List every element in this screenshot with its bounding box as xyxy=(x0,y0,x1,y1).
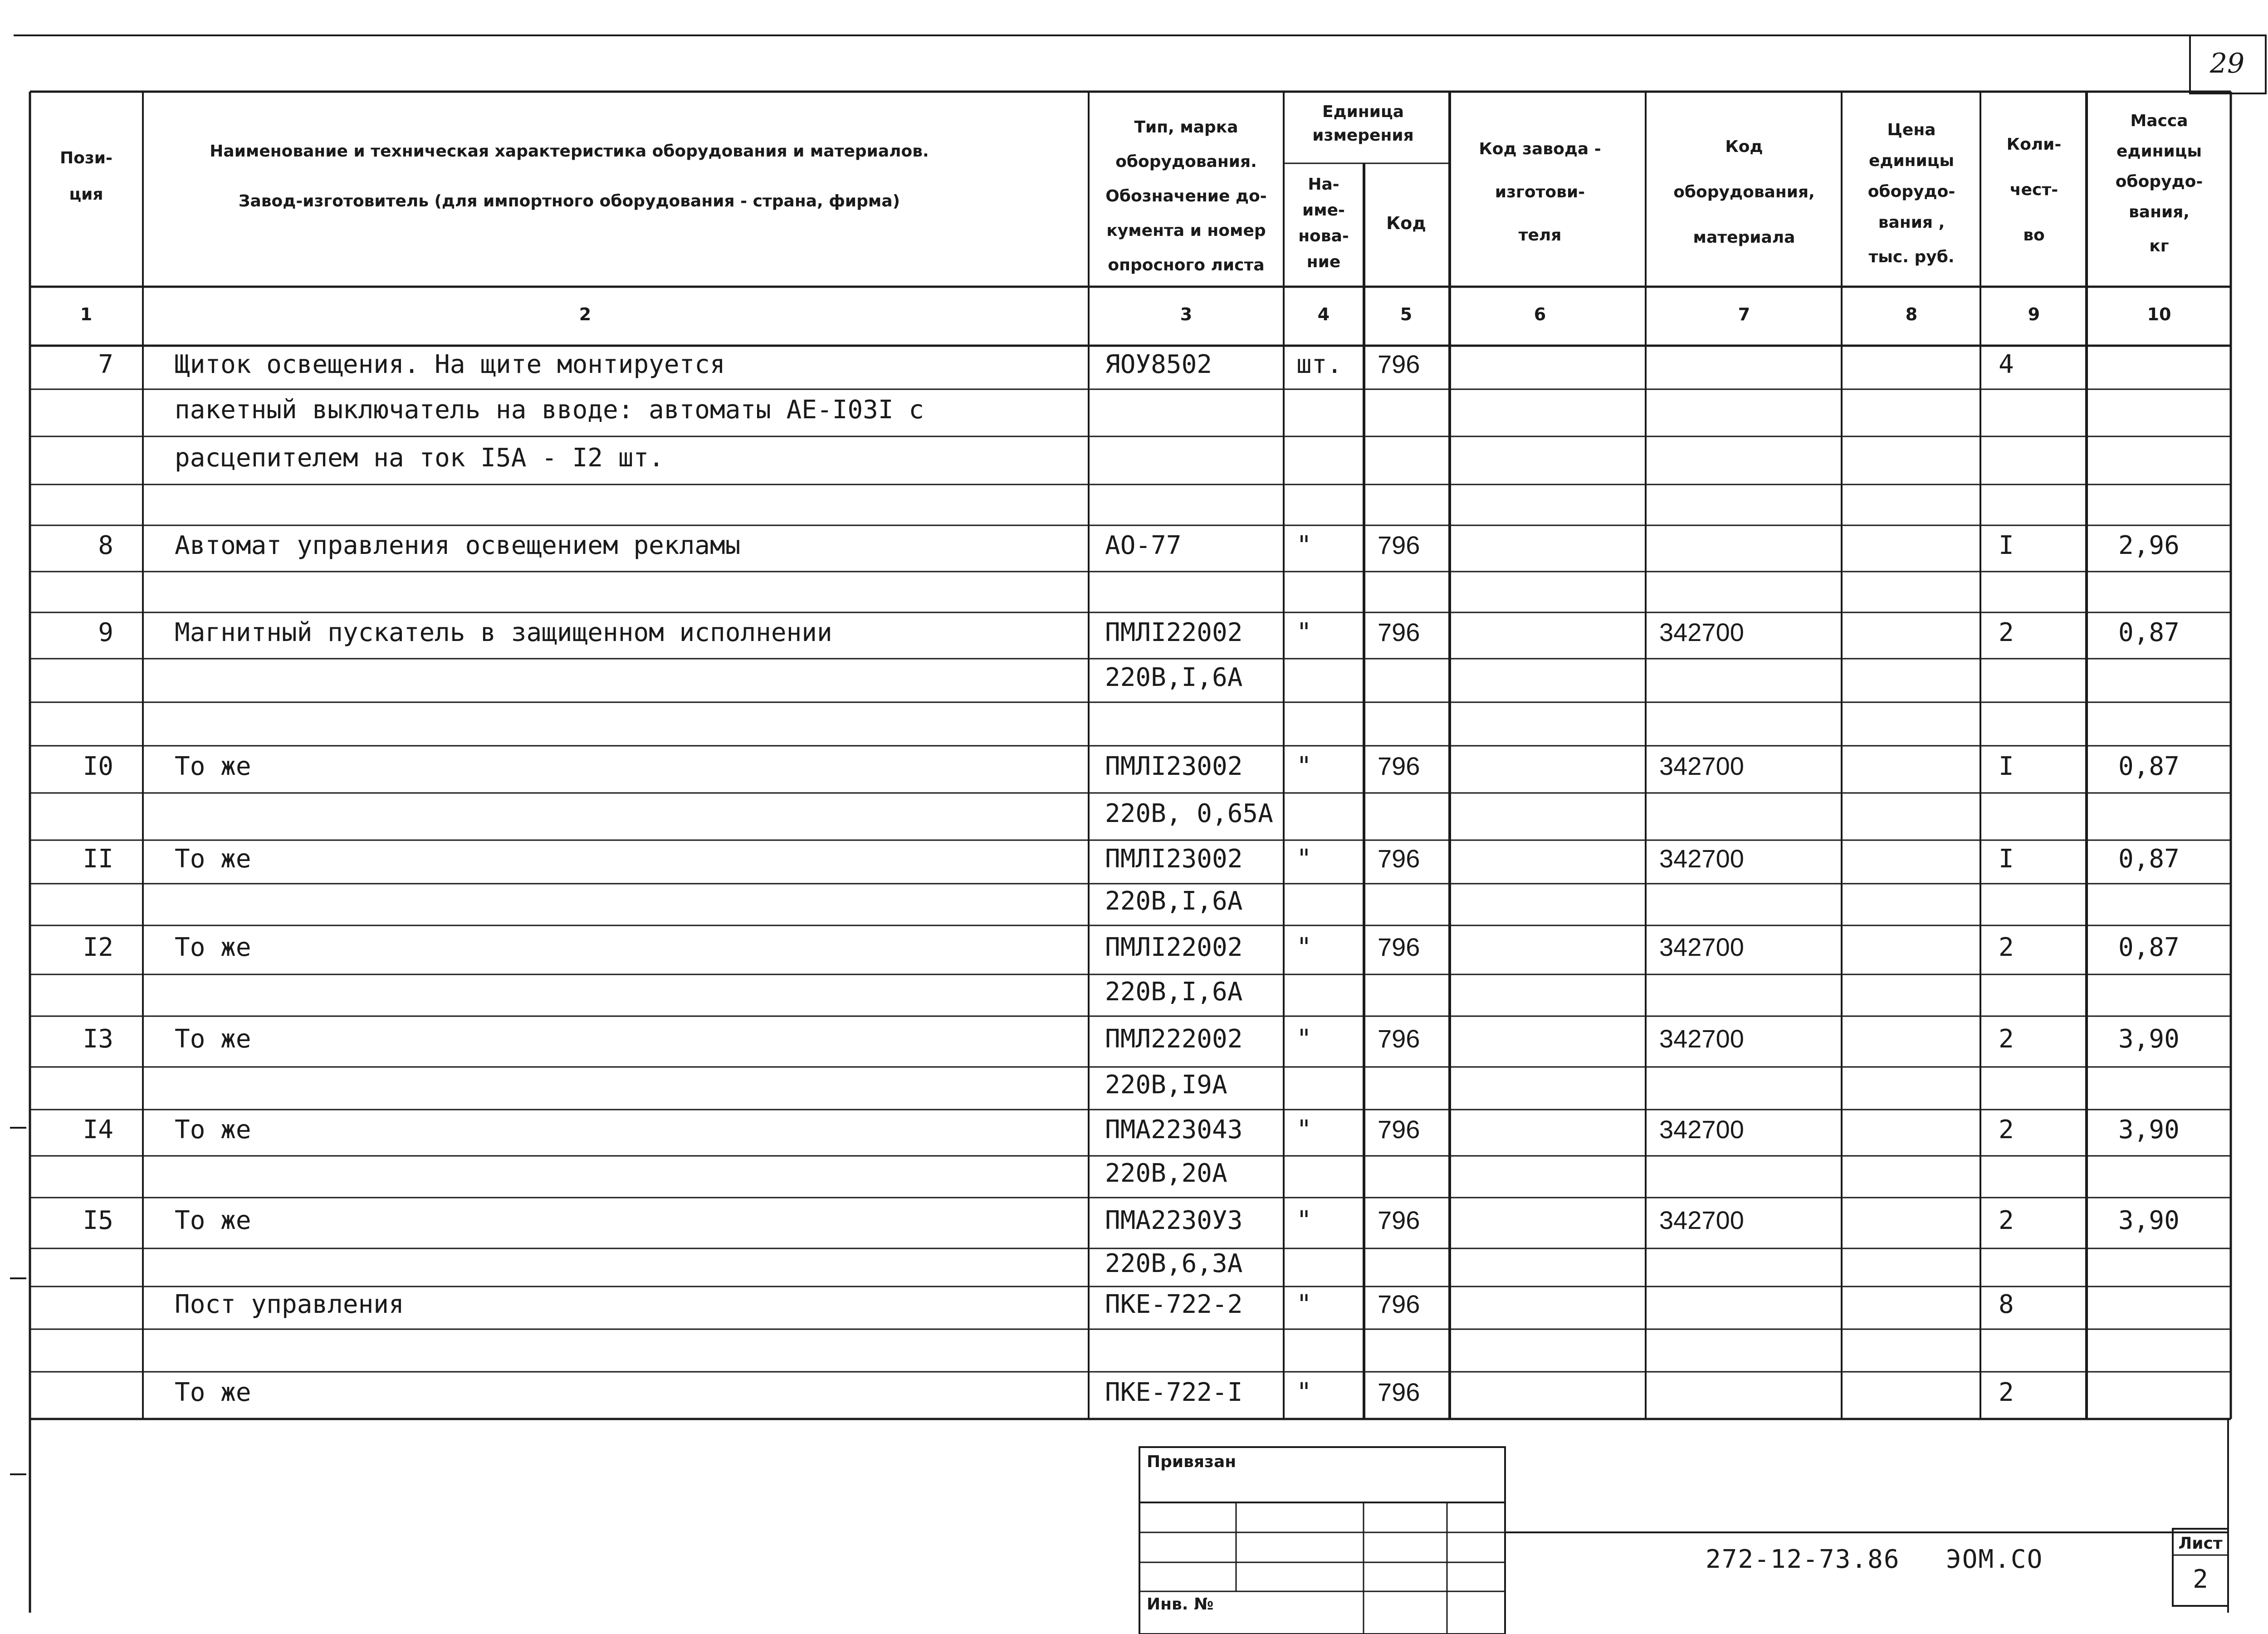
header-type-line-1: Тип, марка xyxy=(1134,118,1238,137)
cell-quantity: 4 xyxy=(1999,350,2014,379)
cell-quantity: 2 xyxy=(1999,1206,2014,1235)
cell-unit-name: " xyxy=(1296,1024,1312,1054)
cell-unit-name: " xyxy=(1296,1206,1312,1235)
table-row xyxy=(175,1290,2014,1319)
cell-unit-code: 796 xyxy=(1378,844,1420,873)
table-row xyxy=(98,531,2180,560)
cell-name: Щиток освещения. На щите монтируется xyxy=(175,350,725,379)
cell-equipment-code: 342700 xyxy=(1659,752,1744,780)
bound-label: Привязан xyxy=(1147,1453,1237,1471)
column-number-7: 7 xyxy=(1738,304,1750,324)
header-unit-name-line-1: На- xyxy=(1308,175,1339,194)
cell-type: 220В,I,6А xyxy=(1105,886,1243,916)
cell-mass: 3,90 xyxy=(2118,1024,2180,1054)
cell-unit-name: шт. xyxy=(1296,350,1343,379)
cell-name: То же xyxy=(175,1024,251,1054)
cell-unit-name: " xyxy=(1296,1115,1312,1145)
cell-quantity: 2 xyxy=(1999,618,2014,647)
header-type-line-3: Обозначение до- xyxy=(1105,187,1267,205)
cell-position: 7 xyxy=(98,350,113,379)
header-unit-name-line-3: нова- xyxy=(1298,227,1349,245)
header-equip-code-line-2: оборудования, xyxy=(1673,183,1815,201)
header-qty-line-1: Коли- xyxy=(2006,135,2062,154)
header-mfr-line-3: теля xyxy=(1518,226,1562,245)
cell-type: ПМЛI22002 xyxy=(1105,933,1243,962)
cell-equipment-code: 342700 xyxy=(1659,1024,1744,1053)
cell-name: Магнитный пускатель в защищенном исполнении xyxy=(175,618,832,647)
document-number: 272-12-73.86 xyxy=(1706,1545,1900,1574)
cell-type: АО-77 xyxy=(1105,531,1182,560)
cell-type: ЯОУ8502 xyxy=(1105,350,1212,379)
cell-unit-code: 796 xyxy=(1378,1024,1420,1053)
cell-quantity: I xyxy=(1999,844,2014,874)
cell-unit-name: " xyxy=(1296,1378,1312,1407)
header-unit-name-line-2: име- xyxy=(1302,201,1345,220)
cell-type: 220В,20А xyxy=(1105,1159,1227,1188)
cell-equipment-code: 342700 xyxy=(1659,1115,1744,1144)
cell-unit-name: " xyxy=(1296,618,1312,647)
sheet-label: Лист xyxy=(2178,1534,2223,1553)
header-price-line-3: оборудо- xyxy=(1867,182,1955,201)
cell-position: I3 xyxy=(83,1024,113,1054)
cell-unit-name: " xyxy=(1296,752,1312,781)
header-unit-code: Код xyxy=(1386,213,1426,233)
header-mass-line-1: Масса xyxy=(2130,112,2188,130)
table-row xyxy=(1105,886,1242,916)
cell-type: 220В,I,6А xyxy=(1105,663,1243,692)
header-unit-name-line-4: ние xyxy=(1306,253,1341,271)
table-row xyxy=(175,1378,2014,1407)
cell-type: ПКЕ-722-2 xyxy=(1105,1290,1243,1319)
cell-name: расцепителем на ток I5А - I2 шт. xyxy=(175,443,664,473)
table-row xyxy=(83,1206,2180,1235)
table-row xyxy=(1105,663,1242,692)
cell-mass: 0,87 xyxy=(2118,933,2180,962)
cell-type: ПМЛ222002 xyxy=(1105,1024,1243,1054)
column-number-row xyxy=(80,304,2171,324)
cell-quantity: I xyxy=(1999,752,2014,781)
column-number-1: 1 xyxy=(80,304,93,324)
table-row xyxy=(83,933,2180,962)
cell-name: пакетный выключатель на вводе: автоматы АЕ-I03I с xyxy=(175,395,924,425)
sheet-number: 2 xyxy=(2193,1565,2208,1594)
header-pos-line-1: Пози- xyxy=(60,149,112,167)
header-equip-code-line-1: Код xyxy=(1725,137,1763,156)
header-equip-code-line-3: материала xyxy=(1693,228,1795,247)
header-type-line-4: кумента и номер xyxy=(1106,221,1266,240)
cell-name: Автомат управления освещением рекламы xyxy=(175,531,741,560)
cell-position: 9 xyxy=(98,618,113,647)
cell-equipment-code: 342700 xyxy=(1659,933,1744,961)
cell-position: I0 xyxy=(83,752,113,781)
cell-mass: 3,90 xyxy=(2118,1115,2180,1145)
cell-unit-code: 796 xyxy=(1378,350,1420,378)
cell-unit-name: " xyxy=(1296,1290,1312,1319)
column-number-4: 4 xyxy=(1317,304,1330,324)
table-row xyxy=(83,1024,2180,1054)
cell-quantity: 2 xyxy=(1999,1115,2014,1145)
cell-quantity: 2 xyxy=(1999,933,2014,962)
cell-name: То же xyxy=(175,933,251,962)
cell-unit-name: " xyxy=(1296,933,1312,962)
cell-position: I2 xyxy=(83,933,113,962)
cell-type: ПКЕ-722-I xyxy=(1105,1378,1243,1407)
cell-quantity: I xyxy=(1999,531,2014,560)
cell-equipment-code: 342700 xyxy=(1659,1206,1744,1234)
header-unit-group-line-1: Единица xyxy=(1322,103,1404,121)
cell-unit-code: 796 xyxy=(1378,752,1420,780)
header-unit-group-line-2: измерения xyxy=(1312,126,1414,145)
header-name-line-2: Завод-изготовитель (для импортного оборудования - страна, фирма) xyxy=(238,192,900,210)
cell-unit-code: 796 xyxy=(1378,1290,1420,1318)
table-row xyxy=(1105,1070,1227,1100)
cell-position: I5 xyxy=(83,1206,113,1235)
header-mass-line-5: кг xyxy=(2149,237,2169,255)
cell-name: То же xyxy=(175,752,251,781)
table-row xyxy=(1105,1249,1242,1278)
table-row xyxy=(175,443,664,473)
header-mass-line-3: оборудо- xyxy=(2115,172,2203,191)
header-price-line-1: Цена xyxy=(1887,121,1936,139)
header-price-line-2: единицы xyxy=(1868,152,1955,170)
header-name-line-1: Наименование и техническая характеристика оборудования и материалов. xyxy=(210,142,929,161)
cell-equipment-code: 342700 xyxy=(1659,618,1744,646)
cell-unit-code: 796 xyxy=(1378,618,1420,646)
header-mass-line-4: вания, xyxy=(2129,203,2190,221)
header-type-line-5: опросного листа xyxy=(1108,256,1265,274)
cell-type: ПМА223043 xyxy=(1105,1115,1243,1145)
cell-unit-code: 796 xyxy=(1378,1206,1420,1234)
cell-name: То же xyxy=(175,1206,251,1235)
column-number-9: 9 xyxy=(2028,304,2040,324)
header-qty-line-2: чест- xyxy=(2009,181,2058,199)
cell-name: То же xyxy=(175,844,251,874)
cell-type: ПМА2230УЗ xyxy=(1105,1206,1243,1235)
cell-mass: 0,87 xyxy=(2118,752,2180,781)
column-number-10: 10 xyxy=(2147,304,2171,324)
column-number-8: 8 xyxy=(1905,304,1918,324)
table-header xyxy=(60,103,2203,274)
cell-mass: 0,87 xyxy=(2118,844,2180,874)
page-number: 29 xyxy=(2209,48,2245,79)
header-mfr-line-1: Код завода - xyxy=(1479,140,1601,158)
cell-mass: 3,90 xyxy=(2118,1206,2180,1235)
cell-type: 220В,6,3А xyxy=(1105,1249,1243,1278)
table-row xyxy=(175,395,924,425)
cell-type: ПМЛI23002 xyxy=(1105,752,1243,781)
header-pos-line-2: ция xyxy=(69,185,103,204)
cell-unit-name: " xyxy=(1296,531,1312,560)
column-number-5: 5 xyxy=(1400,304,1413,324)
header-mfr-line-2: изготови- xyxy=(1495,183,1585,201)
cell-mass: 2,96 xyxy=(2118,531,2180,560)
cell-name: То же xyxy=(175,1115,251,1145)
cell-type: ПМЛI22002 xyxy=(1105,618,1243,647)
title-block xyxy=(1139,1447,2228,1634)
header-type-line-2: оборудования. xyxy=(1115,152,1257,171)
table-row xyxy=(1105,1159,1227,1188)
cell-unit-code: 796 xyxy=(1378,933,1420,961)
cell-position: I4 xyxy=(83,1115,113,1145)
cell-unit-code: 796 xyxy=(1378,1378,1420,1406)
header-qty-line-3: во xyxy=(2023,226,2045,245)
cell-type: 220В,I,6А xyxy=(1105,977,1243,1007)
cell-unit-code: 796 xyxy=(1378,531,1420,559)
cell-name: Пост управления xyxy=(175,1290,404,1319)
column-number-6: 6 xyxy=(1534,304,1546,324)
cell-name: То же xyxy=(175,1378,251,1407)
inventory-label: Инв. № xyxy=(1147,1595,1214,1614)
cell-quantity: 2 xyxy=(1999,1024,2014,1054)
cell-quantity: 2 xyxy=(1999,1378,2014,1407)
table-row xyxy=(83,752,2180,781)
cell-position: 8 xyxy=(98,531,113,560)
column-number-2: 2 xyxy=(579,304,591,324)
cell-unit-name: " xyxy=(1296,844,1312,874)
cell-equipment-code: 342700 xyxy=(1659,844,1744,873)
header-price-line-5: тыс. руб. xyxy=(1868,248,1955,266)
header-price-line-4: вания , xyxy=(1878,213,1945,232)
table-row xyxy=(1105,799,1273,828)
header-mass-line-2: единицы xyxy=(2116,142,2202,161)
table-row xyxy=(98,618,2180,647)
cell-type: 220В,I9А xyxy=(1105,1070,1227,1100)
cell-unit-code: 796 xyxy=(1378,1115,1420,1144)
cell-position: II xyxy=(83,844,113,874)
cell-mass: 0,87 xyxy=(2118,618,2180,647)
table-row xyxy=(83,1115,2180,1145)
table-row xyxy=(98,350,2014,379)
cell-type: ПМЛI23002 xyxy=(1105,844,1243,874)
column-number-3: 3 xyxy=(1180,304,1193,324)
cell-type: 220В, 0,65А xyxy=(1105,799,1273,828)
table-row xyxy=(83,844,2180,874)
table-row xyxy=(1105,977,1242,1007)
cell-quantity: 8 xyxy=(1999,1290,2014,1319)
document-mark: ЭОМ.СО xyxy=(1946,1545,2043,1574)
